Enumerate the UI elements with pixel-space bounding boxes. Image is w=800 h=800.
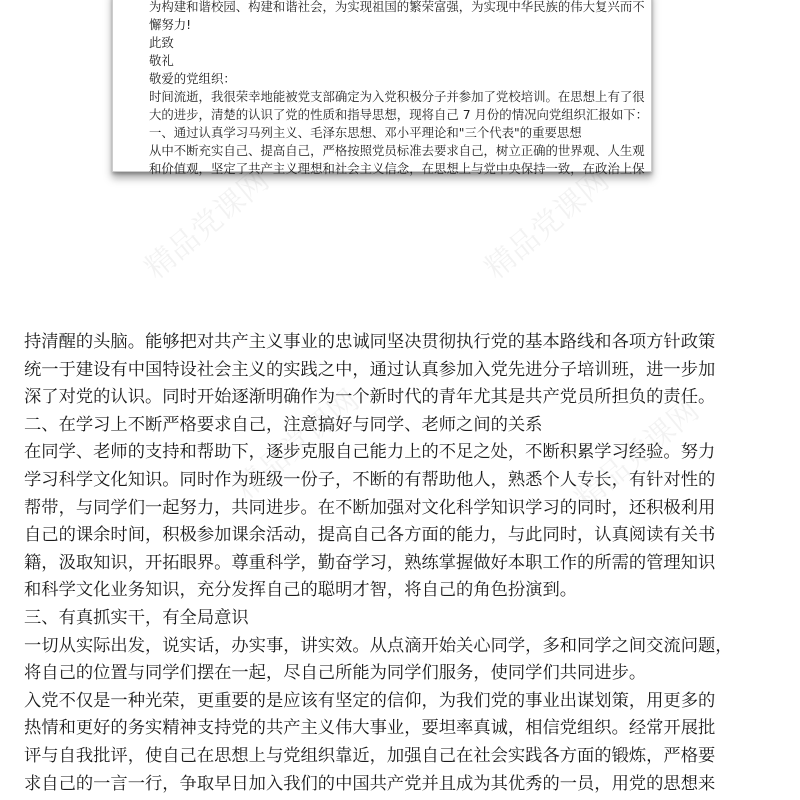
body-text-line: 评与自我批评，使自己在思想上与党组织靠近，加强自己在社会实践各方面的锻炼，严格要 [24, 746, 716, 766]
card-text-line: 为构建和谐校园、构建和谐社会，为实现祖国的繁荣富强，为实现中华民族的伟大复兴而不 [149, 0, 645, 14]
card-text-line: 和价值观，坚定了共产主义理想和社会主义信念，在思想上与党中央保持一致，在政治上保 [149, 161, 645, 176]
body-text-line: 持清醒的头脑。能够把对共产主义事业的忠诚同坚决贯彻执行党的基本路线和各项方针政策 [24, 332, 716, 352]
card-text-line: 此致 [149, 35, 174, 50]
watermark: 精品党课网 [138, 163, 276, 287]
body-text-line: 入党不仅是一种光荣，更重要的是应该有坚定的信仰，为我们党的事业出谋划策，用更多的 [24, 690, 716, 711]
watermark: 精品党课网 [228, 383, 366, 507]
document-page-preview [112, 0, 652, 176]
body-text-line: 统一于建设有中国特设社会主义的实践之中，通过认真参加入党先进分子培训班，进一步加 [24, 359, 716, 380]
body-text-line: 籍，汲取知识，开拓眼界。尊重科学，勤奋学习，熟练掌握做好本职工作的所需的管理知识 [24, 552, 716, 573]
body-text-line: 二、在学习上不断严格要求自己，注意搞好与同学、老师之间的关系 [24, 414, 543, 435]
body-text-line: 自己的课余时间，积极参加课余活动，提高自己各方面的能力，与此同时，认真阅读有关书 [24, 525, 716, 546]
card-text-line: 一、通过认真学习马列主义、毛泽东思想、邓小平理论和"三个代表"的重要思想 [149, 125, 582, 140]
body-text-line: 帮带，与同学们一起努力，共同进步。在不断加强对文化科学知识学习的同时，还积极利用 [24, 497, 716, 518]
watermark: 精品党课网 [478, 163, 616, 287]
body-text-line: 在同学、老师的支持和帮助下，逐步克服自己能力上的不足之处，不断积累学习经验。努力 [24, 442, 716, 463]
card-text-line: 时间流逝，我很荣幸地能被党支部确定为入党积极分子并参加了党校培训。在思想上有了很 [149, 89, 645, 104]
body-text-line: 三、有真抓实干，有全局意识 [24, 608, 249, 628]
body-text-line: 和科学文化业务知识，充分发挥自己的聪明才智，将自己的角色扮演到。 [24, 580, 578, 601]
body-text-line: 深了对党的认识。同时开始逐渐明确作为一个新时代的青年尤其是共产党员所担负的责任。 [24, 387, 716, 408]
card-text-line: 敬礼 [149, 53, 174, 68]
card-text-line: 懈努力! [149, 17, 192, 32]
card-text-line: 大的进步，清楚的认识了党的性质和指导思想，现将自己 7 月份的情况向党组织汇报如下： [149, 107, 648, 122]
watermark: 精品党课网 [568, 393, 706, 517]
card-text-line: 敬爱的党组织： [149, 71, 236, 86]
body-text-line: 热情和更好的务实精神支持党的共产主义伟大事业，要坦率真诚，相信党组织。经常开展批 [24, 718, 716, 739]
body-text-line: 一切从实际出发，说实话，办实事，讲实效。从点滴开始关心同学，多和同学之间交流问题， [24, 635, 733, 656]
body-text-line: 求自己的一言一行，争取早日加入我们的中国共产党并且成为其优秀的一员，用党的思想来 [24, 773, 716, 794]
body-text-line: 将自己的位置与同学们摆在一起，尽自己所能为同学们服务，使同学们共同进步。 [24, 663, 647, 684]
card-text-line: 从中不断充实自己、提高自己，严格按照党员标准去要求自己，树立正确的世界观、人生观 [149, 143, 645, 158]
body-text-line: 学习科学文化知识。同时作为班级一份子，不断的有帮助他人，熟悉个人专长，有针对性的 [24, 470, 716, 490]
